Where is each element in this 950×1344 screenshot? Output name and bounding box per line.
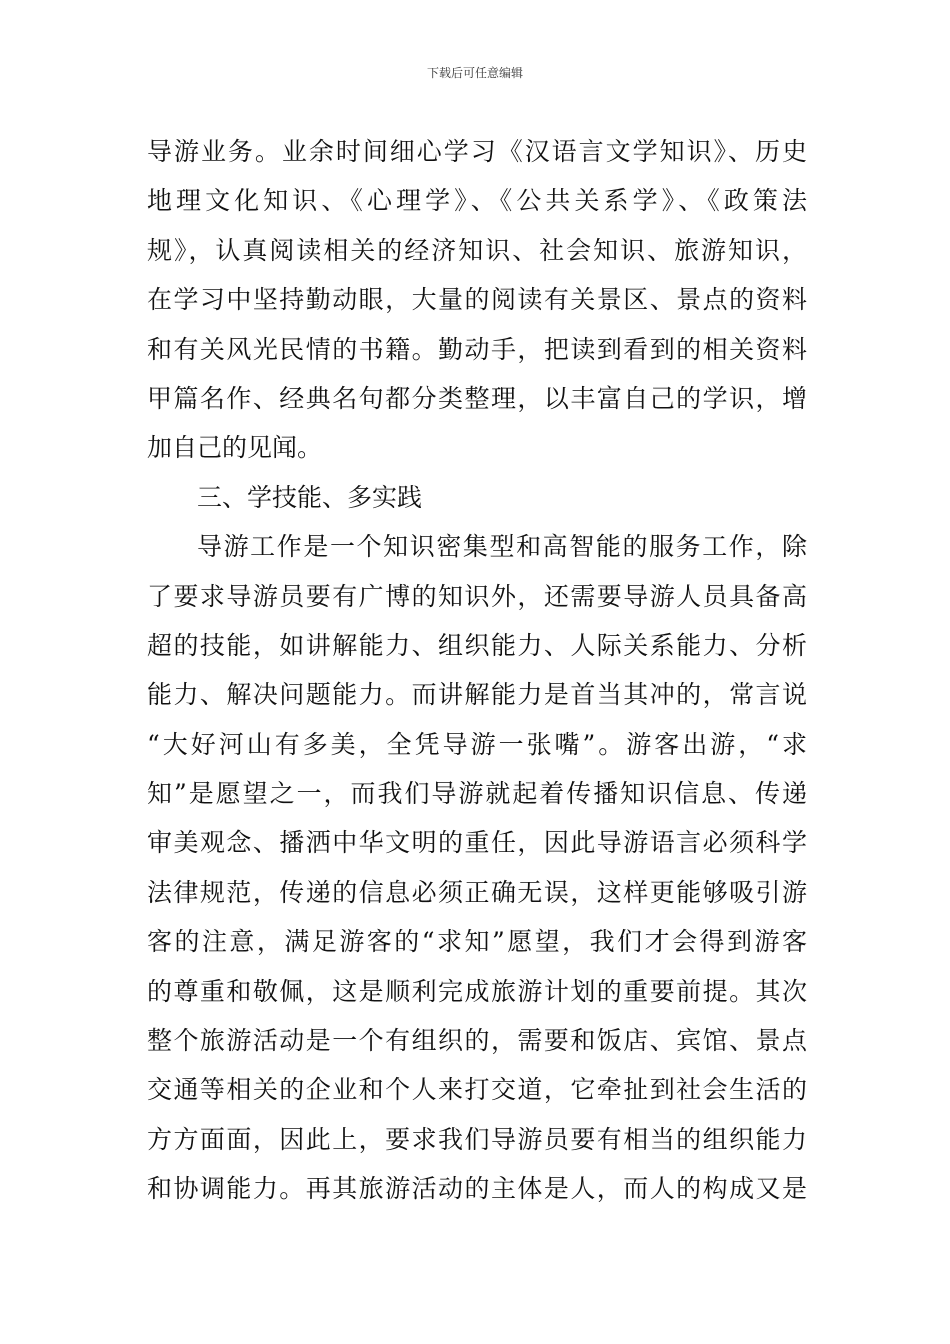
text-line: 超的技能，如讲解能力、组织能力、人际关系能力、分析	[147, 630, 807, 660]
text-line: 和有关风光民情的书籍。勤动手，把读到看到的相关资料	[147, 334, 807, 364]
text-line: 加自己的见闻。	[147, 433, 323, 463]
text-line: 整个旅游活动是一个有组织的，需要和饭店、宾馆、景点	[147, 1026, 807, 1056]
text-line: 在学习中坚持勤动眼，大量的阅读有关景区、景点的资料	[147, 285, 807, 315]
text-line: 的尊重和敬佩，这是顺利完成旅游计划的重要前提。其次	[147, 976, 807, 1006]
text-line: 方方面面，因此上，要求我们导游员要有相当的组织能力	[147, 1124, 807, 1154]
document-body	[147, 127, 807, 1214]
page-header: 下载后可任意编辑	[426, 66, 523, 80]
text-line: 甲篇名作、经典名句都分类整理，以丰富自己的学识，增	[147, 383, 807, 413]
text-line: 知”是愿望之一，而我们导游就起着传播知识信息、传递	[147, 779, 807, 809]
text-line: 地理文化知识、《心理学》、《公共关系学》、《政策法	[147, 186, 807, 216]
text-line: 能力、解决问题能力。而讲解能力是首当其冲的，常言说	[147, 680, 807, 710]
text-line: 法律规范，传递的信息必须正确无误，这样更能够吸引游	[147, 877, 807, 907]
text-line: 交通等相关的企业和个人来打交道，它牵扯到社会生活的	[147, 1075, 807, 1105]
text-line: 三、学技能、多实践	[197, 482, 423, 512]
text-line: 审美观念、播洒中华文明的重任，因此导游语言必须科学	[147, 828, 807, 858]
text-line: 客的注意，满足游客的“求知”愿望，我们才会得到游客	[147, 927, 807, 957]
text-line: 和协调能力。再其旅游活动的主体是人，而人的构成又是	[147, 1174, 807, 1204]
text-line: 导游工作是一个知识密集型和高智能的服务工作，除	[197, 532, 807, 562]
text-line: “大好河山有多美，全凭导游一张嘴”。游客出游，“求	[147, 729, 807, 759]
text-line: 导游业务。业余时间细心学习《汉语言文学知识》、历史	[147, 137, 807, 166]
text-line: 了要求导游员要有广博的知识外，还需要导游人员具备高	[147, 581, 807, 611]
text-line: 规》，认真阅读相关的经济知识、社会知识、旅游知识，	[147, 235, 807, 265]
